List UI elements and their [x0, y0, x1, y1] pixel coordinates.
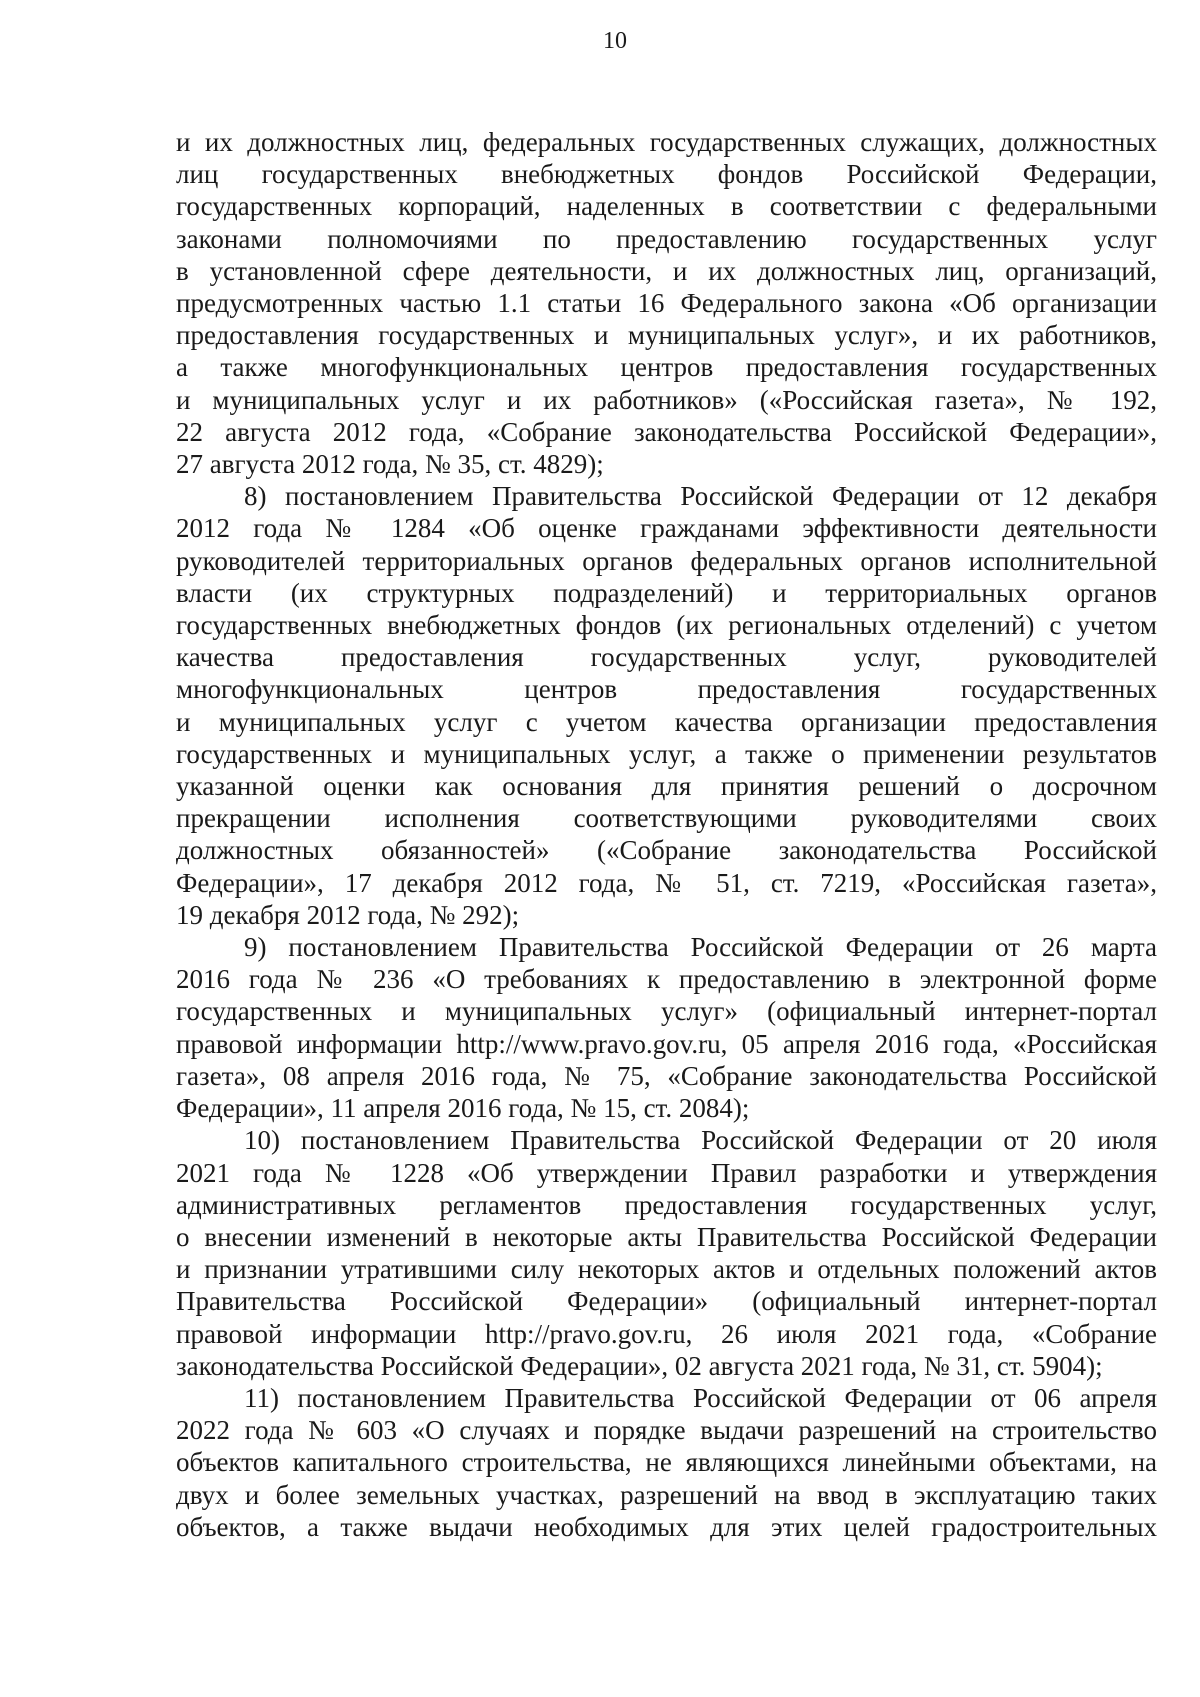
text-line: газета», 08 апреля 2016 года, № 75, «Собрание законодательства Российской	[176, 1060, 1157, 1091]
text-line: Правительства Российской Федерации» (официальный интернет-портал	[176, 1286, 1157, 1317]
text-line: 2021 года № 1228 «Об утверждении Правил разработки и утверждения	[176, 1157, 1157, 1188]
text-line: прекращении исполнения соответствующими руководителями своих	[176, 803, 1157, 834]
paragraph-item-10	[176, 1124, 1157, 1382]
text-line: государственных и муниципальных услуг» (официальный интернет-портал	[176, 996, 1157, 1027]
page-number: 10	[603, 28, 627, 54]
text-line: 10) постановлением Правительства Российской Федерации от 20 июля	[244, 1125, 1157, 1156]
text-line: качества предоставления государственных услуг, руководителей	[176, 642, 1157, 673]
text-line: 11) постановлением Правительства Российской Федерации от 06 апреля	[244, 1382, 1157, 1413]
text-line: должностных обязанностей» («Собрание законодательства Российской	[176, 835, 1157, 866]
paragraph-item-9	[176, 931, 1157, 1124]
text-line: 2022 года № 603 «О случаях и порядке выдачи разрешений на строительство	[176, 1415, 1157, 1446]
text-line: административных регламентов предоставления государственных услуг,	[176, 1189, 1157, 1220]
text-line: в установленной сфере деятельности, и их должностных лиц, организаций,	[176, 255, 1157, 286]
text-line: указанной оценки как основания для принятия решений о досрочном	[176, 771, 1157, 802]
text-line: и их должностных лиц, федеральных государственных служащих, должностных	[176, 127, 1157, 157]
text-line: и муниципальных услуг с учетом качества организации предоставления	[176, 706, 1157, 737]
document-body	[176, 126, 1157, 1543]
text-line: двух и более земельных участках, разрешений на ввод в эксплуатацию таких	[176, 1479, 1157, 1510]
text-line: правовой информации http://pravo.gov.ru, 26 июля 2021 года, «Собрание	[176, 1318, 1157, 1349]
text-line: о внесении изменений в некоторые акты Правительства Российской Федерации	[176, 1221, 1157, 1252]
text-line: законами полномочиями по предоставлению государственных услуг	[176, 223, 1157, 254]
text-line: 2016 года № 236 «О требованиях к предоставлению в электронной форме	[176, 964, 1157, 995]
paragraph-continuation	[176, 126, 1157, 480]
text-line: лиц государственных внебюджетных фондов Российской Федерации,	[176, 159, 1157, 190]
text-line: государственных корпораций, наделенных в соответствии с федеральными	[176, 191, 1157, 222]
text-line: 22 августа 2012 года, «Собрание законодательства Российской Федерации»,	[176, 416, 1157, 447]
text-line: 27 августа 2012 года, № 35, ст. 4829);	[176, 449, 604, 480]
paragraph-item-11	[176, 1382, 1157, 1543]
text-line: объектов, а также выдачи необходимых для этих целей градостроительных	[176, 1511, 1157, 1542]
text-line: законодательства Российской Федерации», 02 августа 2021 года, № 31, ст. 5904);	[176, 1350, 1103, 1381]
text-line: 8) постановлением Правительства Российской Федерации от 12 декабря	[244, 481, 1157, 512]
text-line: государственных внебюджетных фондов (их региональных отделений) с учетом	[176, 610, 1157, 641]
text-line: 19 декабря 2012 года, № 292);	[176, 899, 520, 930]
text-line: 9) постановлением Правительства Российской Федерации от 26 марта	[244, 932, 1157, 963]
text-line: 2012 года № 1284 «Об оценке гражданами эффективности деятельности	[176, 513, 1157, 544]
text-line: власти (их структурных подразделений) и территориальных органов	[176, 577, 1157, 608]
text-line: предусмотренных частью 1.1 статьи 16 Федерального закона «Об организации	[176, 288, 1157, 319]
paragraph-item-8	[176, 480, 1157, 931]
text-line: Федерации», 17 декабря 2012 года, № 51, ст. 7219, «Российская газета»,	[176, 867, 1157, 898]
text-line: Федерации», 11 апреля 2016 года, № 15, ст. 2084);	[176, 1093, 750, 1124]
text-line: государственных и муниципальных услуг, а также о применении результатов	[176, 738, 1157, 769]
text-line: и признании утратившими силу некоторых актов и отдельных положений актов	[176, 1254, 1157, 1285]
text-line: многофункциональных центров предоставления государственных	[176, 674, 1157, 705]
text-line: предоставления государственных и муниципальных услуг», и их работников,	[176, 320, 1157, 351]
text-line: а также многофункциональных центров предоставления государственных	[176, 352, 1157, 383]
text-line: правовой информации http://www.pravo.gov.ru, 05 апреля 2016 года, «Российская	[176, 1028, 1157, 1059]
text-line: руководителей территориальных органов федеральных органов исполнительной	[176, 545, 1157, 576]
text-line: объектов капитального строительства, не являющихся линейными объектами, на	[176, 1447, 1157, 1478]
text-line: и муниципальных услуг и их работников» («Российская газета», № 192,	[176, 384, 1157, 415]
